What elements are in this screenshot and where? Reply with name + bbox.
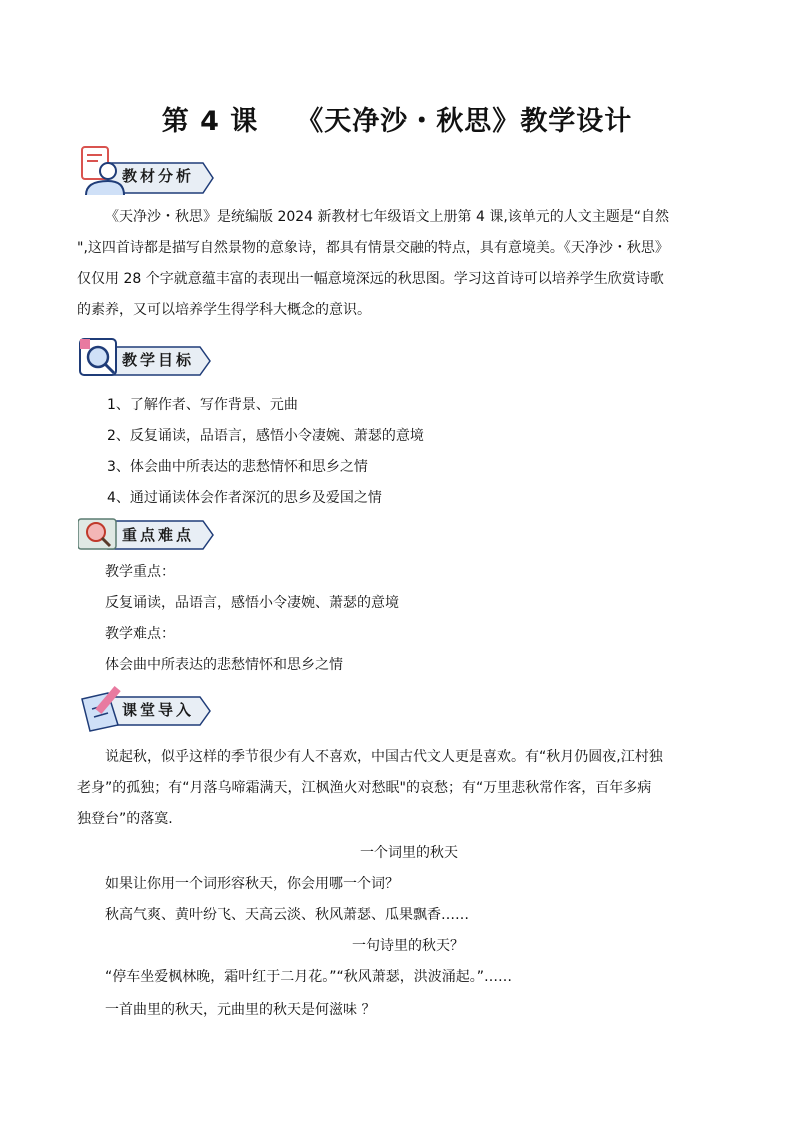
subheading-verse: 一句诗里的秋天？ xyxy=(352,938,464,954)
intro-line-1: 说起秋，似乎这样的季节很少有人不喜欢，中国古代文人更是喜欢。有“秋月仍圆夜,江村独 xyxy=(105,749,663,765)
question-1: 如果让你用一个词形容秋天，你会用哪一个词？ xyxy=(105,876,399,892)
difficulty-label: 教学难点： xyxy=(105,626,175,642)
question-2: “停车坐爱枫林晚，霜叶红于二月花。”“秋风萧瑟，洪波涌起。”…… xyxy=(105,969,513,985)
section-label: 课堂导入 xyxy=(122,701,195,719)
analysis-line-4: 的素养，又可以培养学生得学科大概念的意识。 xyxy=(77,302,371,318)
lesson-number: 第 4 课 xyxy=(161,106,259,137)
subheading-word: 一个词里的秋天 xyxy=(360,845,458,861)
analysis-line-1: 《天净沙・秋思》是统编版 2024 新教材七年级语文上册第 4 课,该单元的人文主题是“自然 xyxy=(105,209,670,225)
goal-item-4: 4、通过诵读体会作者深沉的思乡及爱国之情 xyxy=(107,490,382,506)
lesson-title: 《天净沙・秋思》教学设计 xyxy=(296,106,633,137)
analysis-line-2: ",这四首诗都是描写自然景物的意象诗，都具有情景交融的特点，具有意境美。《天净沙・秋思》 xyxy=(77,240,669,256)
goal-item-2: 2、反复诵读，品语言，感悟小令凄婉、萧瑟的意境 xyxy=(107,428,424,444)
question-3: 一首曲里的秋天，元曲里的秋天是何滋味 ？ xyxy=(105,1002,376,1018)
answer-1: 秋高气爽、黄叶纷飞、天高云淡、秋风萧瑟、瓜果飘香…… xyxy=(105,907,469,923)
difficulty-text: 体会曲中所表达的悲愁情怀和思乡之情 xyxy=(105,657,343,673)
section-header-goals xyxy=(78,337,218,383)
goal-item-1: 1、了解作者、写作背景、元曲 xyxy=(107,397,298,413)
focus-label: 教学重点： xyxy=(105,564,175,580)
section-header-intro xyxy=(78,685,218,731)
focus-text: 反复诵读，品语言，感悟小令凄婉、萧瑟的意境 xyxy=(105,595,399,611)
section-label: 教材分析 xyxy=(122,167,195,185)
section-label: 教学目标 xyxy=(122,351,195,369)
section-header-analysis xyxy=(78,143,218,189)
intro-line-2: 老身”的孤独；有“月落乌啼霜满天，江枫渔火对愁眠"的哀愁；有“万里悲秋常作客，百年多病 xyxy=(77,780,652,796)
section-label: 重点难点 xyxy=(122,526,195,544)
goal-item-3: 3、体会曲中所表达的悲愁情怀和思乡之情 xyxy=(107,459,368,475)
analysis-line-3: 仅仅用 28 个字就意蕴丰富的表现出一幅意境深远的秋思图。学习这首诗可以培养学生欣赏诗歌 xyxy=(77,271,664,287)
intro-line-3: 独登台”的落寞. xyxy=(77,811,173,827)
section-header-keypoints xyxy=(78,515,218,561)
page-title xyxy=(0,99,794,138)
